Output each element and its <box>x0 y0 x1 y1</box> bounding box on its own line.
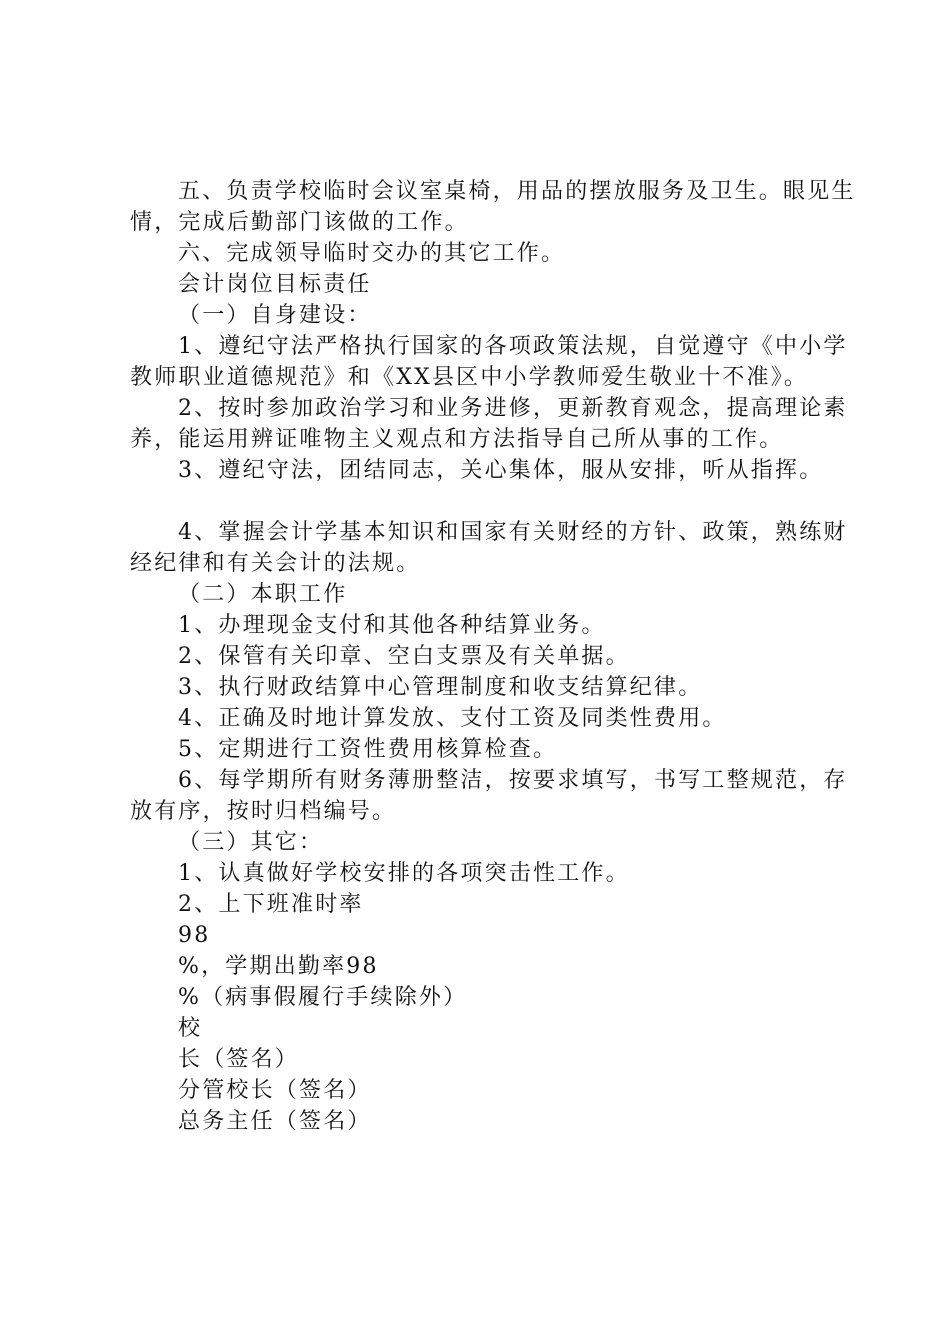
signature-line-general-affairs: 总务主任（签名） <box>178 1109 372 1134</box>
list-item: 3、执行财政结算中心管理制度和收支结算纪律。 <box>178 675 703 700</box>
list-item: 3、遵纪守法，团结同志，关心集体，服从安排，听从指挥。 <box>178 458 824 483</box>
blank-line <box>130 486 858 517</box>
signature-line-vice-principal: 分管校长（签名） <box>178 1078 372 1103</box>
list-item: 4、正确及时地计算发放、支付工资及同类性费用。 <box>178 706 727 731</box>
paragraph-item-6-duty: 六、完成领导临时交办的其它工作。 <box>178 241 566 266</box>
section-heading-accounting: 会计岗位目标责任 <box>178 272 372 297</box>
paragraph-item-5-duty: 五、负责学校临时会议室桌椅，用品的摆放服务及卫生。眼见生情，完成后勤部门该做的工作。 <box>130 179 856 235</box>
list-item: 4、掌握会计学基本知识和国家有关财经的方针、政策，熟练财经纪律和有关会计的法规。 <box>130 520 848 576</box>
document-page <box>130 176 858 1137</box>
list-item: 5、定期进行工资性费用核算检查。 <box>178 737 558 762</box>
list-item: 1、遵纪守法严格执行国家的各项政策法规，自觉遵守《中小学教师职业道德规范》和《XX县区中小学教师爱生敬业十不准》。 <box>130 334 848 390</box>
list-item: 1、认真做好学校安排的各项突击性工作。 <box>178 861 630 886</box>
subsection-heading-self-building: （一）自身建设： <box>178 303 372 328</box>
signature-line-principal-part1: 校 <box>178 1016 203 1041</box>
attendance-text: %，学期出勤率98 <box>178 954 379 979</box>
signature-line-principal-part2: 长（签名） <box>178 1047 300 1072</box>
subsection-heading-other: （三）其它： <box>178 830 324 855</box>
list-item: 2、保管有关印章、空白支票及有关单据。 <box>178 644 630 669</box>
attendance-note: %（病事假履行手续除外） <box>178 985 468 1010</box>
list-item: 1、办理现金支付和其他各种结算业务。 <box>178 613 606 638</box>
list-item: 2、按时参加政治学习和业务进修，更新教育观念，提高理论素养，能运用辨证唯物主义观点和方法指导自己所从事的工作。 <box>130 396 848 452</box>
list-item: 6、每学期所有财务薄册整洁，按要求填写，书写工整规范，存放有序，按时归档编号。 <box>130 768 848 824</box>
attendance-value: 98 <box>178 923 211 948</box>
list-item: 2、上下班准时率 <box>178 892 364 917</box>
subsection-heading-duties: （二）本职工作 <box>178 582 348 607</box>
